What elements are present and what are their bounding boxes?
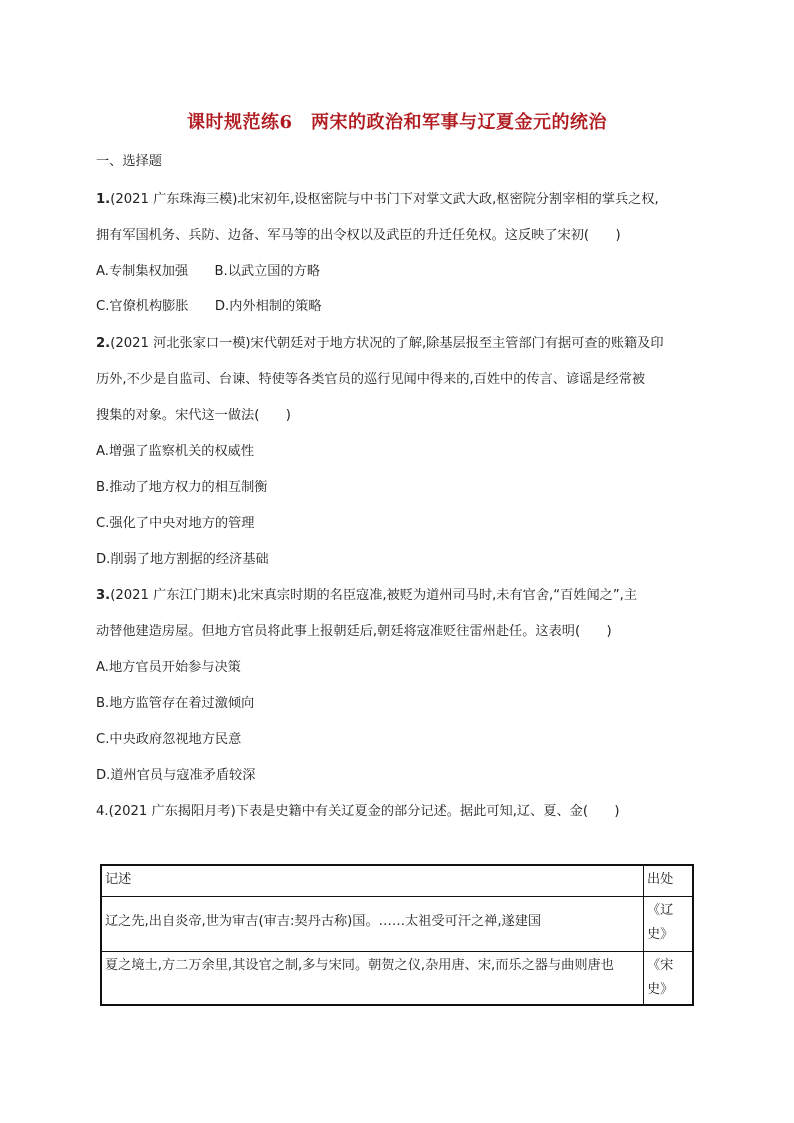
table-header-source: 出处 bbox=[644, 865, 694, 897]
question-2-option-a: A.增强了监察机关的权威性 bbox=[96, 444, 255, 459]
section-heading: 一、选择题 bbox=[96, 154, 162, 169]
question-2-number: 2. bbox=[96, 336, 111, 351]
question-2-option-c: C.强化了中央对地方的管理 bbox=[96, 516, 255, 531]
question-3-text-1: (2021 广东江门期末)北宋真宗时期的名臣寇准,被贬为道州司马时,未有官舍,“百姓闻之”,主 bbox=[110, 588, 638, 603]
table-row bbox=[101, 897, 693, 952]
table-cell-record: 辽之先,出自炎帝,世为审吉(审吉:契丹古称)国。……太祖受可汗之禅,遂建国 bbox=[101, 897, 644, 952]
table-header-record: 记述 bbox=[101, 865, 644, 897]
question-4-line-1 bbox=[96, 802, 620, 822]
question-3-number: 3. bbox=[96, 588, 111, 603]
question-4-text-1: (2021 广东揭阳月考)下表是史籍中有关辽夏金的部分记述。据此可知,辽、夏、金( ) bbox=[108, 804, 620, 819]
question-2-option-d: D.削弱了地方割据的经济基础 bbox=[96, 552, 269, 567]
question-2-line-2: 历外,不少是自监司、台谏、特使等各类官员的巡行见闻中得来的,百姓中的传言、谚谣是经常被 bbox=[96, 372, 646, 387]
question-3-line-2: 动替他建造房屋。但地方官员将此事上报朝廷后,朝廷将寇准贬往雷州赴任。这表明( ) bbox=[96, 624, 612, 639]
question-1-text-1: (2021 广东珠海三模)北宋初年,设枢密院与中书门下对掌文武大政,枢密院分割宰相的掌兵之权, bbox=[110, 192, 659, 207]
question-1-number: 1. bbox=[96, 192, 111, 207]
question-2-line-1 bbox=[96, 334, 664, 354]
table-header-row bbox=[101, 865, 693, 897]
question-3-option-d: D.道州官员与寇准矛盾较深 bbox=[96, 768, 256, 783]
question-1-options-ab: A.专制集权加强 B.以武立国的方略 bbox=[96, 264, 321, 279]
question-3-option-c: C.中央政府忽视地方民意 bbox=[96, 732, 242, 747]
page-title: 课时规范练6 两宋的政治和军事与辽夏金元的统治 bbox=[186, 112, 608, 133]
source-table bbox=[100, 864, 694, 1006]
question-1-line-2: 拥有军国机务、兵防、边备、军马等的出令权以及武臣的升迁任免权。这反映了宋初( ) bbox=[96, 228, 621, 243]
table-cell-source: 《宋史》 bbox=[644, 952, 694, 1006]
question-2-line-3: 搜集的对象。宋代这一做法( ) bbox=[96, 408, 291, 423]
question-3-option-b: B.地方监管存在着过激倾向 bbox=[96, 696, 255, 711]
question-3-line-1 bbox=[96, 586, 637, 606]
question-3-option-a: A.地方官员开始参与决策 bbox=[96, 660, 241, 675]
table-cell-record: 夏之境土,方二万余里,其设官之制,多与宋同。朝贺之仪,杂用唐、宋,而乐之器与曲则唐也 bbox=[101, 952, 644, 1006]
question-2-option-b: B.推动了地方权力的相互制衡 bbox=[96, 480, 268, 495]
question-1-line-1 bbox=[96, 190, 659, 210]
table-cell-source: 《辽史》 bbox=[644, 897, 694, 952]
question-1-options-cd: C.官僚机构膨胀 D.内外相制的策略 bbox=[96, 299, 322, 314]
question-2-text-1: (2021 河北张家口一模)宋代朝廷对于地方状况的了解,除基层报至主管部门有据可查的账籍及印 bbox=[110, 336, 664, 351]
table-row bbox=[101, 952, 693, 1006]
question-4-number: 4. bbox=[96, 804, 109, 819]
